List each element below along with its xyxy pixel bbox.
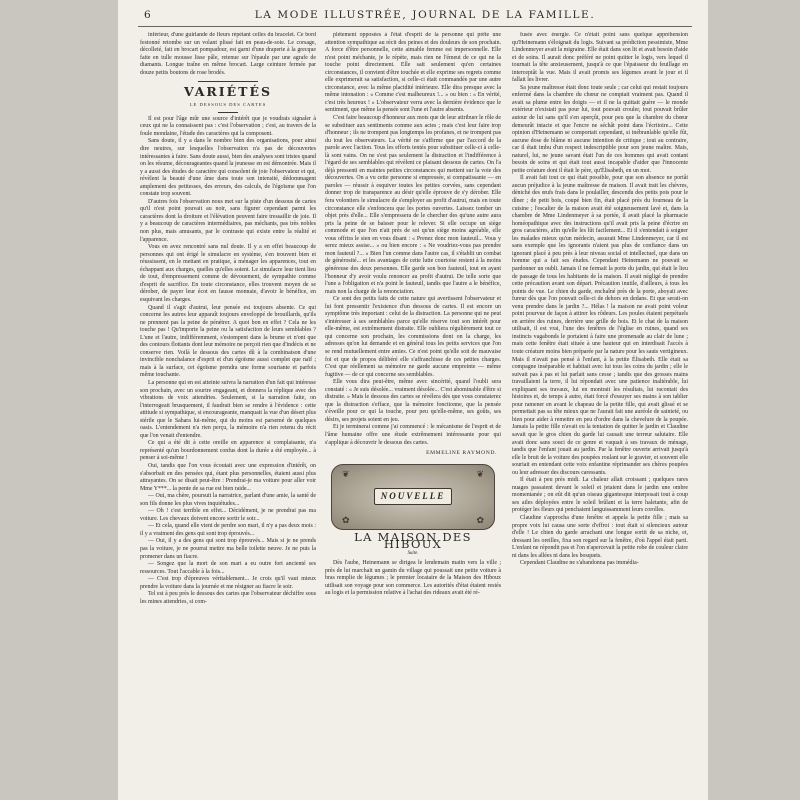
column-1 bbox=[140, 32, 316, 794]
paragraph: Il est pour l'âge mûr une source d'intérêt que je voudrais signaler à ceux qui ne la connaissent pas : c'est l'observation ; c'est, au travers de la foule mondaine, l'étude des caractères qui la composent. bbox=[140, 115, 316, 137]
paragraph: — Oh ! c'est terrible en effet... Décidément, je ne prendrai pas ma voiture. Les chevaux doivent encore sortir le soir... bbox=[140, 508, 316, 522]
paragraph: Sans doute, il y a dans le nombre bien des organisations, pour ainsi dire neutres, sur lesquelles l'observation n'a pas de découvertes intéressantes à faire. Sans doute aussi, bien des analyses sont tristes quand on les résume, décourageantes quand la jeunesse en est démontrée. Mais il y a aussi des études de caractère qui consolent de joie l'observateur et qui, révèlent la beauté d'une âme dans toute son intensité, dédommagent amplement des petitesses, des erreurs, des calculs, de l'égoïsme que l'on constate trop souvent. bbox=[140, 138, 316, 198]
page-header bbox=[138, 9, 692, 25]
section-title: VARIÉTÉS bbox=[183, 84, 273, 100]
ornament-icon: ✿ bbox=[342, 515, 350, 526]
paragraph: — Oui, ma chère, poursuit la narratrice, parlant d'une amie, la santé de son fils donne les plus vives inquiétudes... bbox=[140, 493, 316, 507]
paragraph: Oui, tandis que l'on vous écoutait avec une expression d'intérêt, on s'absorbait en des pensées qui, étant plus personnelles, étaient aussi plus attrayantes. On se disait peut-être : Prendrai-je ma voiture pour aller voir Mme Y***... la pente de sa rue est bien raide... bbox=[140, 462, 316, 492]
paragraph: C'est faire beaucoup d'honneur aux mots que de leur attribuer le rôle de se substituer aux sentiments comme aux actes ; mais c'est leur faire trop d'honneur ; ils ne trompent pas longtemps les profanes, et ne trompent pas du tout les observateurs. La vérité ne s'affirme que par l'accord de la parole avec l'action. Tous les efforts tentés pour substituer celle-ci à celle-là sont vains. On ne s'est pas seulement la distraction et l'indifférence à l'égard de ses semblables qui révèlent ce plaisant dessous de cartes. On l'a déjà pressenti en maintes petites circonstances qui mettent sur la voie des découvertes. On a vu cette personne si empressée, si compatissante — en paroles — réussir à esquiver toutes les petites corvées, sans cependant donner trop de transparence au désir qu'elle éprouve de s'y dérober. Elle fera volontiers le simulacre de s'employer au profit d'autrui, mais en toute circonstance elle s'enfoncera que les portes ouvertes. Laissez tomber un objet près d'elle... Elle s'empressera de le chercher des qu'une autre aura pris la peine de se baisser pour le relever. Si elle occupe un siège commode et que l'on n'ait près de soi qu'un siège moins agréable, elle vous offrira le sien en vous disant : « Prenez donc mon fauteuil... Vous y serez mieux assise... » ou bien encore : « Ne voudriez-vous pas prendre mon fauteuil ?... » Bien l'un comme dans l'autre cas, il s'établit un combat de générosité... et les avantages de cette lutte courtoise restent à la moins généreuse des deux personnes. Elle garde son bon fauteuil, tout en ayant l'honneur d'y avoir voulu renoncer au profit d'autrui. De telle sorte que l'une a l'obligation et n'a point le fauteuil, tandis que l'autre a le bénéfice, mais non la charge de la renonciation. bbox=[325, 115, 501, 295]
paragraph: Dès l'aube, Heinemann se dirigea le lendemain matin vers la ville ; près de lui marchait un gamin du village qui poussait une petite voiture à bras remplie de légumes ; le premier locataire de la Maison des Hiboux utilisait son voyage pour son commerce. Les autorités d'état étaient restés au logis et la permission relative à l'achat des rideaux avait été ré- bbox=[325, 560, 501, 597]
section-heading bbox=[140, 81, 316, 113]
section-dash bbox=[218, 112, 238, 113]
paragraph: Il avait fait tout ce qui était possible, pour que son absence ne portât aucun préjudice à la jeune maîtresse de maison. Il avait trait les chèvres, déniché des œufs frais dans le poulailler, descendu des petits pois pour le dîner ; de petit bois, coupé bien fin, était placé près du fourneau de la cuisine ; l'escalier de la maison avait été soigneusement lavé et, dans la chambre de Mme Lindenmeyer à sa portée, il avait placé la pharmacie homéopathique avec des instructions qu'il avait pris la peine d'écrire en gros caractères, afin qu'elle les lût facilement... Et il s'entendait à soigner les malades mieux qu'un médecin, assurait Mme Lindenmeyer, car il est sans exemple que les ignorants n'aient pas plus de confiance dans un ignorant placé à peu près à leur niveau social et intellectuel, que dans un homme qui a fait ses études. Cependant Heinemann ne pouvait se pardonner un oubli. Jamais il ne fermait la porte du jardin, qui était le lieu de passage de tous les habitants de la maison. Il avait négligé de prendre cette précaution avant son départ. Précaution inutile, d'ailleurs, à tous les points de vue. Le chien du garde, enchaîné près de la porte, aboyait avec fureur dès que l'on pouvait celle-ci de dehors en dedans. Et que serait-on venu prendre dans le jardin ?... Hélas ! la maison ne avait point voleur point pourvue de façon à attirer les rôdeurs. Les poules étaient perpétuels en arrière des ruines, derrière une grille de bois. Et le chat de la maison utilisait, il est vrai, l'une des fenêtres de l'église en ruines, quand ses instincts vagabonds le portaient à faire une promenade au clair de lune ; mais cette fenêtre était située à une hauteur qui en interdisait l'accès à toute créature moins bien préparée par la nature pour les sauts vertigineux. Mais il n'avait pas pensé à l'enfant, à la petite Élisabeth. Elle était sa compagne inséparable et habitait avec lui tous les coins du jardin ; elle le suivait pas à pas et lui parlait sans cesse ; tandis que des grosses mains travaillaient la terre, il lui répondait avec une patience inaltérable, lui expliquant ses travaux, lui en montrait les résultats, lui racontait des histoires et, de temps à autre, était forcé d'essuyer ses mains à son tablier pour ramener en avant le chapeau de la petite fille, qui avait glissé et se permettait pas sa tête mieux que ne l'aurait fait une auréole de sainteté, ou bien pour aider à remettre en peu d'ordre dans la chevelure de la poupée. Jamais la petite fille n'avait eu la tentation de quitter le jardin et Claudine savait que le gros chien du garde lui causait une terreur salutaire. Elle avait donc sans souci de ce genre et vaquait à ses travaux de ménage, tandis que l'enfant jouait au jardin. Par la fenêtre ouverte arrivait jusqu'à elle le bruit de la voiture des poupées roulant sur le gravier, et souvent elle souriait en entendant cette voix enfantine réprimander ses chères poupées ou leur adresser des discours caressants. bbox=[512, 175, 688, 476]
paragraph: Et je terminerai comme j'ai commencé : le mécanisme de l'esprit et de l'âme humaine offre une étude extrêmement intéressante pour qui s'applique à découvrir le dessous des cartes. bbox=[325, 424, 501, 446]
paragraph: Il était à peu près midi. La chaleur allait croissant ; quelques rares nuages passaient devant le soleil et jetaient dans le jardin une ombre momentanée ; on eût dit qu'un oiseau gigantesque interposait tout à coup ses ailes déployées entre le soleil brûlant et la terre haletante, afin de protéger les fleurs qui penchaient languissamment leurs corolles. bbox=[512, 477, 688, 514]
paragraph: Claudine s'approcha d'une fenêtre et appela la petite fille ; mais sa propre voix lui causa une sorte d'effroi : tout était si silencieux autour d'elle ! Le chien du garde arrachant une longue sortit de sa niche, et, dressant les oreilles, fixa son regard sur la fenêtre, d'où l'appel était parti. L'enfant ne répondit pas et l'on n'apercevait la petite robe de couleur claire ni dans les allées ni dans les bosquets. bbox=[512, 515, 688, 559]
paragraph: Sa jeune maîtresse était donc toute seule ; car celui qui restait toujours enfermé dans la chambre du chœur ne comptait vraiment pas. Quand il avait sa plume entre les doigts — et il ne la quittait guère — le monde extérieur n'existait pas pour lui, tout pouvait crouler, tout pouvait brûler autour de lui sans qu'il s'en aperçût, pour peu que la chambre du chœur demeurât intacte et que l'encre ne séchât point dans l'écritoire... Cette opinion d'Heinemann se comportait cependant, si inébranlable qu'elle fût, aucune dose de blâme ni aucune intention de critique ; tout au contraire, car il était imbu d'un respect indescriptible pour son jeune maître. Mais, naturel, lui, ne jeune savant était l'un de ces hommes qui avait contant besoin de soins et qui était tout aussi incapable d'aider que l'innocente petite créature dont il était le père, qu'Élisabeth, en un mot. bbox=[512, 84, 688, 174]
banner-label: NOUVELLE bbox=[374, 488, 452, 505]
ornament-icon: ✿ bbox=[476, 515, 484, 526]
journal-title: LA MODE ILLUSTRÉE, JOURNAL DE LA FAMILLE. bbox=[254, 9, 596, 21]
paragraph: plètement opposées à l'état d'esprit de la personne qui prête une attention sympathique au récit des peines et des douleurs de son prochain. A force d'être personnelle, cette aimable femme est impersonnelle. Elle n'est point méchante, je le répète, mais rien ne l'émeut de ce qui ne la touche point directement. Elle sait seulement qu'en certaines circonstances, il convient d'être touchée et elle exprime ses regrets comme elle exprimerait sa satisfaction, si celle-ci était commandée par une autre circonstance, avec la même placidité intérieure. Elle dira presque avec la même intonation : « Comme c'est malheureux !... » ou bien : « En vérité, c'est très heureux ! » L'observateur verra avec la dernière évidence que le sentiment, que même la pensée sont l'une et l'autre absents. bbox=[325, 32, 501, 114]
header-rule bbox=[138, 26, 692, 27]
article-body-continued bbox=[325, 32, 501, 447]
column-2 bbox=[325, 32, 501, 794]
paragraph: Ce sont des petits faits de cette nature qui avertissent l'observateur et lui font pressentir l'existence d'un dessous de cartes. Il est encore un symptôme très important : celui de la distraction. La personne qui ne peut s'intéresser à ses semblables parce qu'elle réserve tout son intérêt pour elle-même, est extrêmement distraite. Elle oubliera régulièrement tout ce qui concerne son prochain, les commissions dont on la charge, les adresses qu'on lui demande et en général tous les petits services que l'on se rend mutuellement entre amies. Ce n'est point qu'elle soit de mauvaise foi et que de propos délibéré elle s'affranchisse de ces petites charges. C'est que réellement sa mémoire ne garde aucune empreinte — même fugitive — de ce qui concerne ses semblables. bbox=[325, 296, 501, 378]
story-body bbox=[325, 560, 501, 598]
section-subtitle: LE DESSOUS DES CARTES bbox=[189, 102, 267, 108]
paragraph: Tel est à peu près le dessous des cartes que l'observateur déchiffre sous les mines attendries, si com- bbox=[140, 591, 316, 605]
paragraph: — Oui, il y a des gens qui sont trop éprouvés... Mais si je ne prends pas la voiture, je ne pourrai mettre ma belle toilette neuve. Je ne puis la promener dans un fiacre. bbox=[140, 538, 316, 560]
story-subtitle: Suite. bbox=[407, 550, 419, 556]
story-title: LA MAISON DES HIBOUX bbox=[354, 529, 472, 552]
paragraph: Vous en avez rencontré sans nul doute. Il y a en effet beaucoup de personnes qui ont érigé le simulacre en système, s'en trouvent bien et réussissent, en le mettant en pratique, à ménager les apparences, tout en échappant aux charges, quelles qu'elles soient. Le simulacre leur tient lieu de tout, d'empressement comme de dévouement, de sympathie comme d'esprit de sacrifice. En toute circonstance, elles trouvent moyen de se dérober, de payer leur écot en fausse monnaie, d'avoir le bénéfice, en esquivant les charges. bbox=[140, 244, 316, 303]
page-number: 6 bbox=[144, 9, 153, 21]
section-rule bbox=[198, 81, 258, 82]
nouvelle-banner bbox=[331, 464, 495, 530]
paragraph: — Et cela, quand elle vient de perdre son mari, il n'y a pas deux mois : il y a vraiment des gens qui sont trop éprouvés... bbox=[140, 523, 316, 537]
story-continued bbox=[512, 32, 688, 568]
paragraph: Elle vous dira peut-être, même avec sincérité, quand l'oubli sera constaté : « Je suis désolée... vraiment désolée... C'est abominable d'être si distraite. » Mais le dessous des cartes se révélera dès que vous constaterez que la distraction s'efface, que la mémoire fonctionne, que la pensée s'éveille pour ce qui la touche, pour peu qu'elle-même, ses goûts, ses désirs, ses projets soient en jeu. bbox=[325, 379, 501, 423]
paragraph: La personne qui en est atteinte suivra la narration d'un fait qui intéresse son prochain, avec un sourire engageant, et donnera la réplique avec des vibrations de voix attendries. Seulement, si la narration faite, on l'interrogeait brusquement, il faudrait bien se rendre à l'évidence : cette attitude si sympathique, si encourageante, manquait la vue d'un désert plus stérile que le Sahara lui-même, qui du moins est parsemé de quelques oasis. L'entendement n'a rien perçu, la mémoire n'a rien retenu du récit que l'on venait d'entendre. bbox=[140, 379, 316, 439]
newspaper-page bbox=[118, 0, 708, 800]
column-3 bbox=[512, 32, 688, 794]
article-body bbox=[140, 116, 316, 607]
ornament-icon: ❦ bbox=[476, 468, 484, 479]
author-signature: EMMELINE RAYMOND. bbox=[426, 450, 497, 457]
ornament-icon: ❦ bbox=[342, 468, 350, 479]
paragraph: — C'est trop d'épreuves véritablement... Je crois qu'il vaut mieux prendre la voiture dans la journée et me résigner au fiacre le soir. bbox=[140, 576, 316, 590]
paragraph: — Songez que la mort de son mari a eu outre fort ancienté ses ressources. Tout l'accable à la fois... bbox=[140, 561, 316, 575]
paragraph: Cependant Claudine ne s'abandonna pas immédia- bbox=[520, 560, 639, 567]
paragraph: fusée avec énergie. Ce n'était point sans quelque appréhension qu'Heinemann s'éloignait du logis. Suivant sa prédiction pessimiste, Mme Lindenmeyer avait la migraine. Elle était dans son lit et avait besoin d'aide et de soins. Il aurait donc préféré ne point quitter le logis, vers lequel il tournait la tête anxieusement, jusqu'à ce que l'épaisseur du feuillage en interceptât la vue. Mais il avait promis ses légumes avant le jour et il fallait les livrer. bbox=[512, 32, 688, 84]
paragraph: D'autres fois l'observation nous met sur la piste d'un dessous de cartes qu'il n'est point pouvait au noir, sans figurer cependant parmi les caractères dont la droiture et l'élévation peuvent faire tressaillir de joie. Il y a beaucoup de caractères intermédiaires, pas méchants, pas très nobles non plus, mais amusants, par le contraste qui existe entre la réalité et l'apparence. bbox=[140, 198, 316, 243]
paragraph: Quand il s'agit d'autrui, leur pensée est toujours absente. Ce qui concerne les autres leur apparaît toujours enveloppé de brouillards, qu'ils ne prennent pas la peine de pénétrer. A quoi bon en effet ? Cela ne les touche pas ! Qu'importe la peine ou la satisfaction de leurs semblables ? L'une et l'autre, indifféremment, s'estompent dans la brume et n'ont que des contours flottants dont leur mémoire ne perçoit rien que d'indécis et ne conserve rien. Voilà le dessous des cartes dû à la combinaison d'une invincible nonchalance d'esprit et d'un égoïsme aussi complet que naïf ; mais à la surface, cet égoïsme prendra une forme souriante et parfois même touchante. bbox=[140, 304, 316, 379]
paragraph: Ce qui a été dit à cette oreille en apparence si complaisante, n'a représenté qu'un bourdonnement confus dont la durée a été employée... à penser à soi-même ! bbox=[140, 440, 316, 462]
intro-paragraph: inférieur, d'une guirlande de fleurs répétant celles du bracelet. Ce bord festonné retombe sur un volant plissé fait en peau-de-soie. Le corsage, décolleté, fait en brocart pompadour, est garni d'une draperie à la grecque faite en tulle mousse lisse pâle, retenue sur l'épaule par une agrafe de diamants. Longue traîne en même brocart. Large ceinture fermée par douze petits boutons de rose brodés. bbox=[140, 32, 316, 76]
